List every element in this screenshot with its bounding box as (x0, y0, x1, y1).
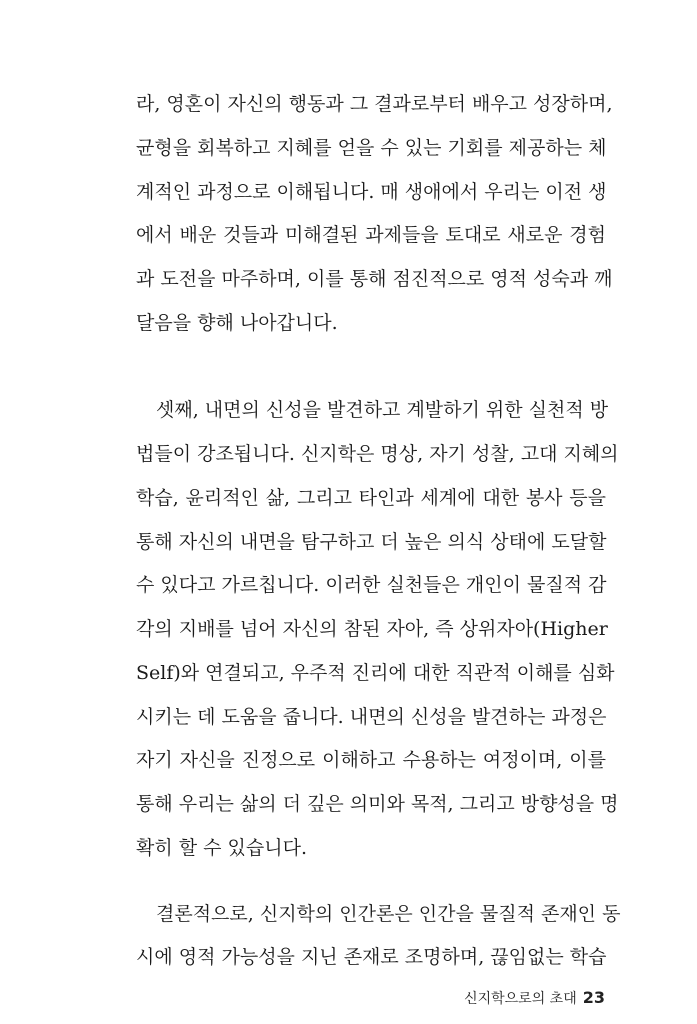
text-line: 수 있다고 가르칩니다. 이러한 실천들은 개인이 물질적 감 (136, 574, 607, 596)
text-line: 계적인 과정으로 이해됩니다. 매 생애에서 우리는 이전 생 (136, 181, 607, 203)
text-line: 학습, 윤리적인 삶, 그리고 타인과 세계에 대한 봉사 등을 (136, 487, 606, 509)
page-number: 23 (582, 988, 605, 1007)
text-line: 자기 자신을 진정으로 이해하고 수용하는 여정이며, 이를 (136, 749, 606, 771)
text-line: 각의 지배를 넘어 자신의 참된 자아, 즉 상위자아(Higher (136, 618, 608, 640)
text-line: 시키는 데 도움을 줍니다. 내면의 신성을 발견하는 과정은 (136, 706, 607, 728)
text-line: 셋째, 내면의 신성을 발견하고 계발하기 위한 실천적 방 (156, 399, 609, 421)
text-line: 확히 할 수 있습니다. (136, 837, 307, 859)
text-line: 라, 영혼이 자신의 행동과 그 결과로부터 배우고 성장하며, (136, 93, 613, 115)
text-line: 결론적으로, 신지학의 인간론은 인간을 물질적 존재인 동 (156, 903, 621, 925)
text-line: 통해 자신의 내면을 탐구하고 더 높은 의식 상태에 도달할 (136, 531, 607, 553)
page-footer (464, 988, 605, 1009)
text-line: 통해 우리는 삶의 더 깊은 의미와 목적, 그리고 방향성을 명 (136, 793, 619, 815)
running-title: 신지학으로의 초대 (464, 991, 577, 1007)
text-line: 달음을 향해 나아갑니다. (136, 312, 338, 334)
text-line: 법들이 강조됩니다. 신지학은 명상, 자기 성찰, 고대 지혜의 (136, 443, 619, 465)
text-line: Self)와 연결되고, 우주적 진리에 대한 직관적 이해를 심화 (136, 662, 615, 684)
text-line: 균형을 회복하고 지혜를 얻을 수 있는 기회를 제공하는 체 (136, 137, 607, 159)
text-line: 과 도전을 마주하며, 이를 통해 점진적으로 영적 성숙과 깨 (136, 268, 613, 290)
text-line: 에서 배운 것들과 미해결된 과제들을 토대로 새로운 경험 (136, 224, 606, 246)
text-line: 시에 영적 가능성을 지닌 존재로 조명하며, 끊임없는 학습 (136, 946, 607, 968)
